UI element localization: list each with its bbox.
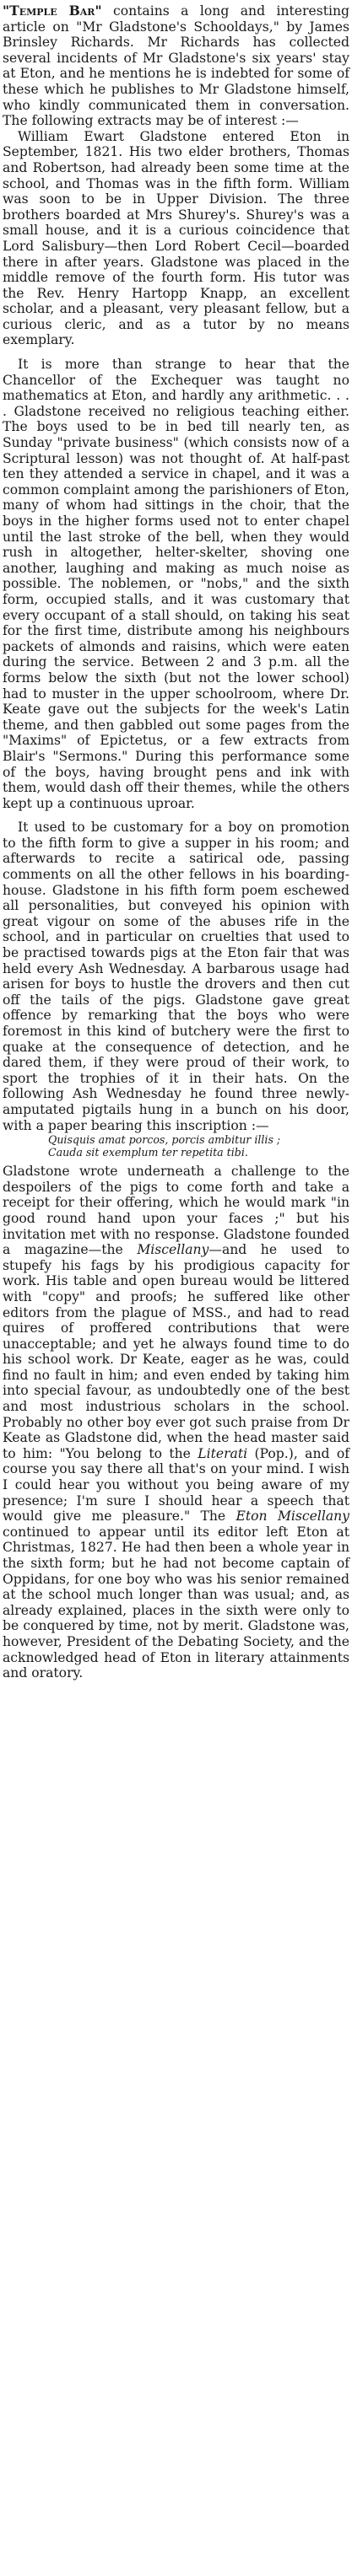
article-paragraph-4: It used to be customary for a boy on promotion to the fifth form to give a supper in his room; and afterwards to recite a satirical ode, passing comments on all the other fellows in his boarding-house. Gladstone in his fifth form poem eschewed all personalities, but conveyed his opinion with great vigour on some of the abuses rife in the school, and in particular on cruelties that used to be practised towards pigs at the Eton fair that was held every Ash Wednesday. A barbarous usage had arisen for boys to hustle the drovers and then cut off the tails of the pigs. Gladstone gave great offence by remarking that the boys who were foremost in this kind of butchery were the first to quake at the consequence of detection, and he dared them, if they were proud of their work, to sport the trophies of it in their hats. On the following Ash Wednesday he found three newly-amputated pigtails hung in a bunch on his door, with a paper bearing this inscription :— xyxy=(3,820,349,1133)
literati-term: Literati xyxy=(198,1445,248,1461)
eton-miscellany-title: Eton Miscellany xyxy=(236,1508,349,1525)
article-paragraph-2: William Ewart Gladstone entered Eton in September, 1821. His two elder brothers, Thomas and Robertson, had already been some time at the school, and Thomas was in the fifth form. William was soon to be in Upper Division. The three brothers boarded at Mrs Shurey's. Shurey's was a small house, and it is a curious coincidence that Lord Salisbury—then Lord Robert Cecil—boarded there in after years. Gladstone was placed in the middle remove of the fourth form. His tutor was the Rev. Henry Hartopp Knapp, an excellent scholar, and a pleasant, very pleasant fellow, but a curious cleric, and as a tutor by no means exemplary. xyxy=(3,128,349,348)
article-paragraph-5 xyxy=(3,1164,349,1681)
article-paragraph-3: It is more than strange to hear that the Chancellor of the Exchequer was taught no mathematics at Eton, and hardly any arithmetic. . . . Gladstone received no religious teaching either. The boys used to be in bed till nearly ten, as Sunday "private business" (which consists now of a Scriptural lesson) was not thought of. At half-past ten they attended a service in chapel, and it was a common complaint among the parishioners of Eton, many of whom had sittings in the choir, that the boys in the higher forms used not to enter chapel until the last stroke of the bell, when they would rush in altogether, helter-skelter, shoving one another, laughing and making as much noise as possible. The noblemen, or "nobs," and the sixth form, occupied stalls, and it was customary that every occupant of a stall should, on taking his seat for the first time, distribute among his neighbours packets of almonds and raisins, which were eaten during the service. Between 2 and 3 p.m. all the forms below the sixth (but not the lower school) had to muster in the upper schoolroom, where Dr. Keate gave out the subjects for the week's Latin theme, and then gabbled out some pages from the "Maxims" of Epictetus, or a few extracts from Blair's "Sermons." During this performance some of the boys, having brought pens and ink with them, would dash off their themes, while the others kept up a continuous uproar. xyxy=(3,357,349,811)
latin-inscription xyxy=(48,1133,349,1159)
magazine-title: Miscellany xyxy=(137,1242,209,1258)
news-column xyxy=(3,0,349,1681)
article-paragraph-1-text: contains a long and interesting article on "Mr Gladstone's Schooldays," by James Brinsley Richards. Mr Richards has collected several incidents of Mr Gladstone's six years' stay at Eton, and he mentions he is indebted for some of these which he publishes to Mr Gladstone himself, who kindly communicated them in conversation. The following extracts may be of interest :— xyxy=(3,3,349,129)
article-paragraph-5-part-b: —and he used to stupefy his fags by his prodigious capacity for work. His table and open bureau would be littered with "copy" and proofs; he suffered like other editors from the plague of MSS., and had to read quires of proffered contributions that were unacceptable; and yet he always found time to do his school work. Dr Keate, eager as he was, could find no fault in him; and even ended by taking him into special favour, as undoubtedly one of the best and most industrious scholars in the school. Probably no other boy ever got such praise from Dr Keate as Gladstone did, when the head master said to him: "You belong to the xyxy=(3,1242,350,1461)
latin-inscription-line-2: Cauda sit exemplum ter repetita tibi. xyxy=(48,1146,248,1159)
article-paragraph-1 xyxy=(3,3,349,129)
paragraph-gap xyxy=(3,811,349,820)
paragraph-gap xyxy=(3,348,349,357)
article-paragraph-5-part-a: Gladstone wrote underneath a challenge to the despoilers of the pigs to come forth and take a receipt for their offering, which he would mark "in good round hand upon your faces ;" but his invitation met with no response. Gladstone founded a magazine—the xyxy=(3,1164,349,1258)
article-paragraph-5-part-d: continued to appear until its editor left Eton at Christmas, 1827. He had then been a whole year in the sixth form; but he had not become captain of Oppidans, for one boy who was his senior remained at the school much longer than was usual; and, as already explained, places in the sixth were only to be conquered by time, not by merit. Gladstone was, however, President of the Debating Society, and the acknowledged head of Eton in literary attainments and oratory. xyxy=(3,1524,349,1681)
article-paragraph-5-part-c: (Pop.), and of course you say there all that's on your mind. I wish I could hear you without you being aware of my presence; I'm sure I should hear a speech that would give me pleasure." The xyxy=(3,1445,349,1525)
latin-inscription-line-1: Quisquis amat porcos, porcis ambitur illis ; xyxy=(48,1133,281,1147)
article-lead-title: "Temple Bar" xyxy=(3,3,102,19)
